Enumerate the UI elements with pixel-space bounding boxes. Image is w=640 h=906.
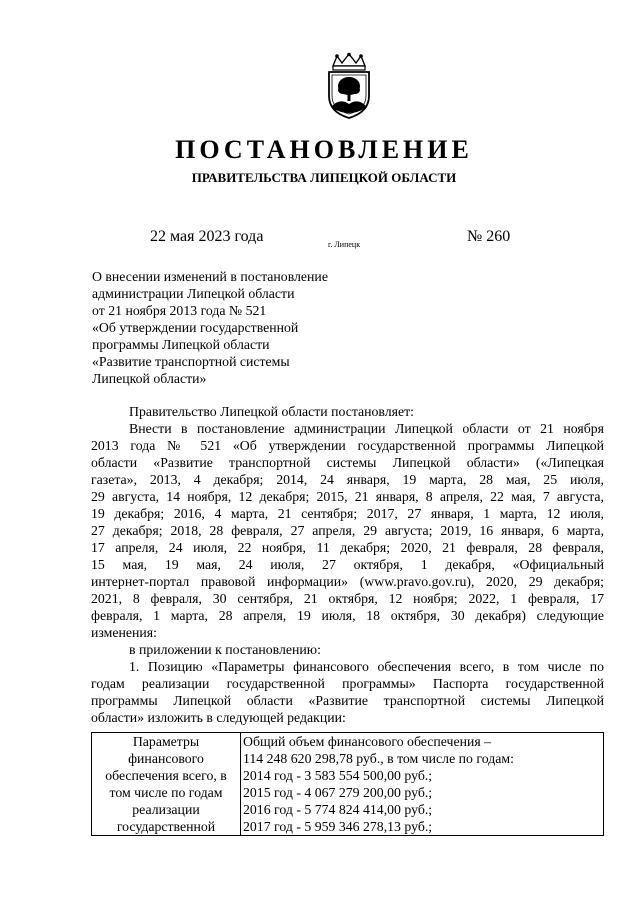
- cell-line: 2017 год - 5 959 346 278,13 руб.;: [243, 819, 433, 834]
- paragraph-line: 19 декабря; 2016, 4 марта, 21 сентября; 2017, 27 января, 1 марта, 12 июля,: [91, 506, 604, 521]
- cell-line: 2014 год - 3 583 554 500,00 руб.;: [243, 768, 433, 783]
- heading-line: «Об утверждении государственной: [92, 320, 299, 335]
- document-date: 22 мая 2023 года: [150, 228, 264, 245]
- paragraph-line: 2021, 8 февраля, 30 сентября, 21 октября, 12 ноября; 2022, 1 февраля, 17: [91, 591, 604, 606]
- paragraph-line: 2013 года № 521 «Об утверждении государственной программы Липецкой: [91, 438, 604, 453]
- appendix-line: в приложении к постановлению:: [129, 642, 321, 657]
- heading-line: «Развитие транспортной системы: [92, 354, 290, 369]
- financing-parameters-table: [91, 732, 604, 836]
- parameter-value-cell: [241, 733, 604, 836]
- paragraph-line: 17 апреля, 24 июля, 22 ноября, 11 декабря; 2020, 21 февраля, 28 февраля,: [91, 540, 604, 555]
- cell-line: реализации: [132, 802, 200, 817]
- cell-line: 114 248 620 298,78 руб., в том числе по годам:: [243, 751, 514, 766]
- paragraph-line: 15 мая, 19 мая, 24 июля, 27 октября, 1 декабря, «Официальный: [91, 557, 604, 572]
- cell-line: 2015 год - 4 067 279 200,00 руб.;: [243, 785, 433, 800]
- cell-line: Общий объем финансового обеспечения –: [243, 734, 492, 749]
- paragraph-line: изменения:: [91, 625, 157, 640]
- document-title: ПОСТАНОВЛЕНИЕ: [175, 135, 473, 164]
- paragraph-line: области» изложить в следующей редакции:: [91, 710, 346, 725]
- paragraph-line: газета», 2013, 4 декабря; 2014, 24 января, 19 марта, 28 мая, 25 июля,: [91, 472, 604, 487]
- cell-line: 2016 год - 5 774 824 414,00 руб.;: [243, 802, 433, 817]
- heading-line: программы Липецкой области: [92, 337, 270, 352]
- cell-line: том числе по годам: [109, 785, 223, 800]
- heading-line: О внесении изменений в постановление: [92, 269, 328, 284]
- document-number: № 260: [467, 228, 511, 245]
- resolves-line: Правительство Липецкой области постановляет:: [129, 404, 414, 419]
- cell-line: обеспечения всего, в: [105, 768, 227, 783]
- paragraph-line: 27 декабря; 2018, 28 февраля, 27 апреля, 29 августа; 2019, 16 января, 6 марта,: [91, 523, 604, 538]
- paragraph-line: интернет-портал правовой информации» (www.pravo.gov.ru), 2020, 29 декабря;: [91, 574, 604, 589]
- paragraph-line: 29 августа, 14 ноября, 12 декабря; 2015, 21 января, 8 апреля, 22 мая, 7 августа,: [91, 489, 604, 504]
- paragraph-line: февраля, 1 марта, 28 апреля, 19 июля, 18 октября, 30 декабря) следующие: [91, 608, 604, 623]
- parameter-name-cell: [92, 733, 241, 836]
- document-city: г. Липецк: [328, 240, 361, 249]
- coat-of-arms-icon: [323, 52, 375, 120]
- resolution-body: [91, 403, 604, 726]
- paragraph-line: годам реализации государственной программы» Паспорта государственной: [91, 676, 604, 691]
- paragraph-line: Внести в постановление администрации Липецкой области от 21 ноября: [129, 421, 604, 436]
- document-subtitle: ПРАВИТЕЛЬСТВА ЛИПЕЦКОЙ ОБЛАСТИ: [191, 170, 457, 185]
- paragraph-line: области «Развитие транспортной системы Липецкой области» («Липецкая: [91, 455, 604, 470]
- paragraph-line: 1. Позицию «Параметры финансового обеспечения всего, в том числе по: [129, 659, 604, 674]
- paragraph-line: программы Липецкой области «Развитие транспортной системы Липецкой: [91, 693, 604, 708]
- heading-line: администрации Липецкой области: [92, 286, 295, 301]
- heading-line: от 21 ноября 2013 года № 521: [92, 303, 267, 318]
- resolution-heading: [92, 268, 392, 387]
- cell-line: финансового: [128, 751, 204, 766]
- table-row: [92, 733, 604, 836]
- cell-line: государственной: [116, 819, 216, 834]
- cell-line: Параметры: [132, 734, 200, 749]
- heading-line: Липецкой области»: [92, 371, 207, 386]
